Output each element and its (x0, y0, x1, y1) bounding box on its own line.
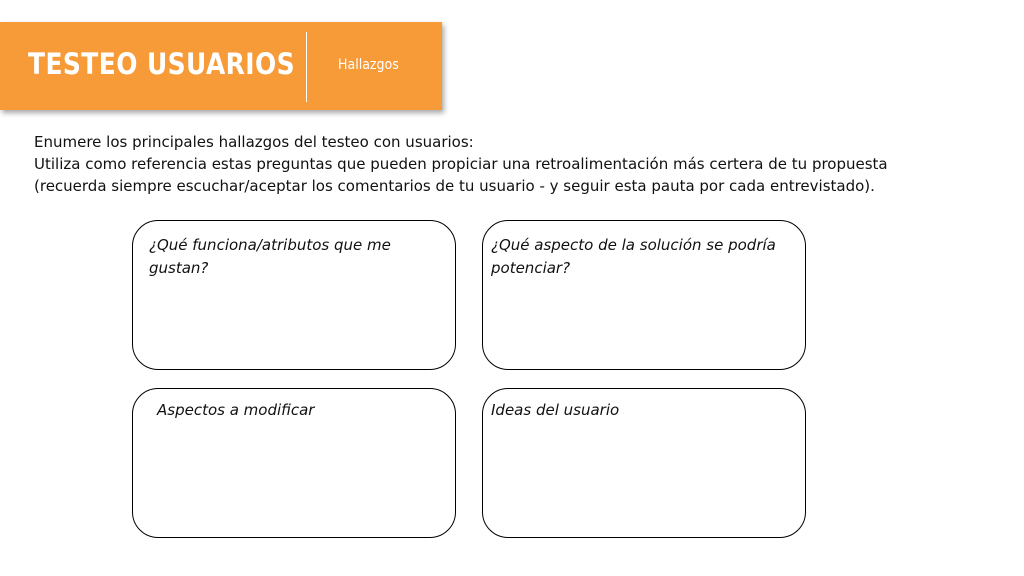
instructions-line-2: Utiliza como referencia estas preguntas que pueden propiciar una retroalimentación más certera de tu propuesta (34, 155, 888, 173)
instructions (34, 131, 994, 197)
page-subtitle: Hallazgos (338, 57, 399, 73)
answer-box-user-ideas[interactable] (482, 388, 806, 538)
instructions-line-3: (recuerda siempre escuchar/aceptar los comentarios de tu usuario - y seguir esta pauta por cada entrevistado). (34, 177, 875, 195)
page-title: TESTEO USUARIOS (28, 47, 296, 81)
instructions-line-1: Enumere los principales hallazgos del testeo con usuarios: (34, 133, 474, 151)
answer-box-modify[interactable] (132, 388, 456, 538)
box-label-user-ideas: Ideas del usuario (491, 401, 620, 419)
box-label-attributes: ¿Qué funciona/atributos que me gustan? (149, 236, 391, 277)
answer-box-attributes[interactable] (132, 220, 456, 370)
box-label-enhance: ¿Qué aspecto de la solución se podría potenciar? (491, 236, 776, 277)
header-banner (0, 22, 442, 110)
box-label-modify: Aspectos a modificar (157, 401, 315, 419)
header-divider (306, 32, 307, 102)
answer-box-enhance[interactable] (482, 220, 806, 370)
